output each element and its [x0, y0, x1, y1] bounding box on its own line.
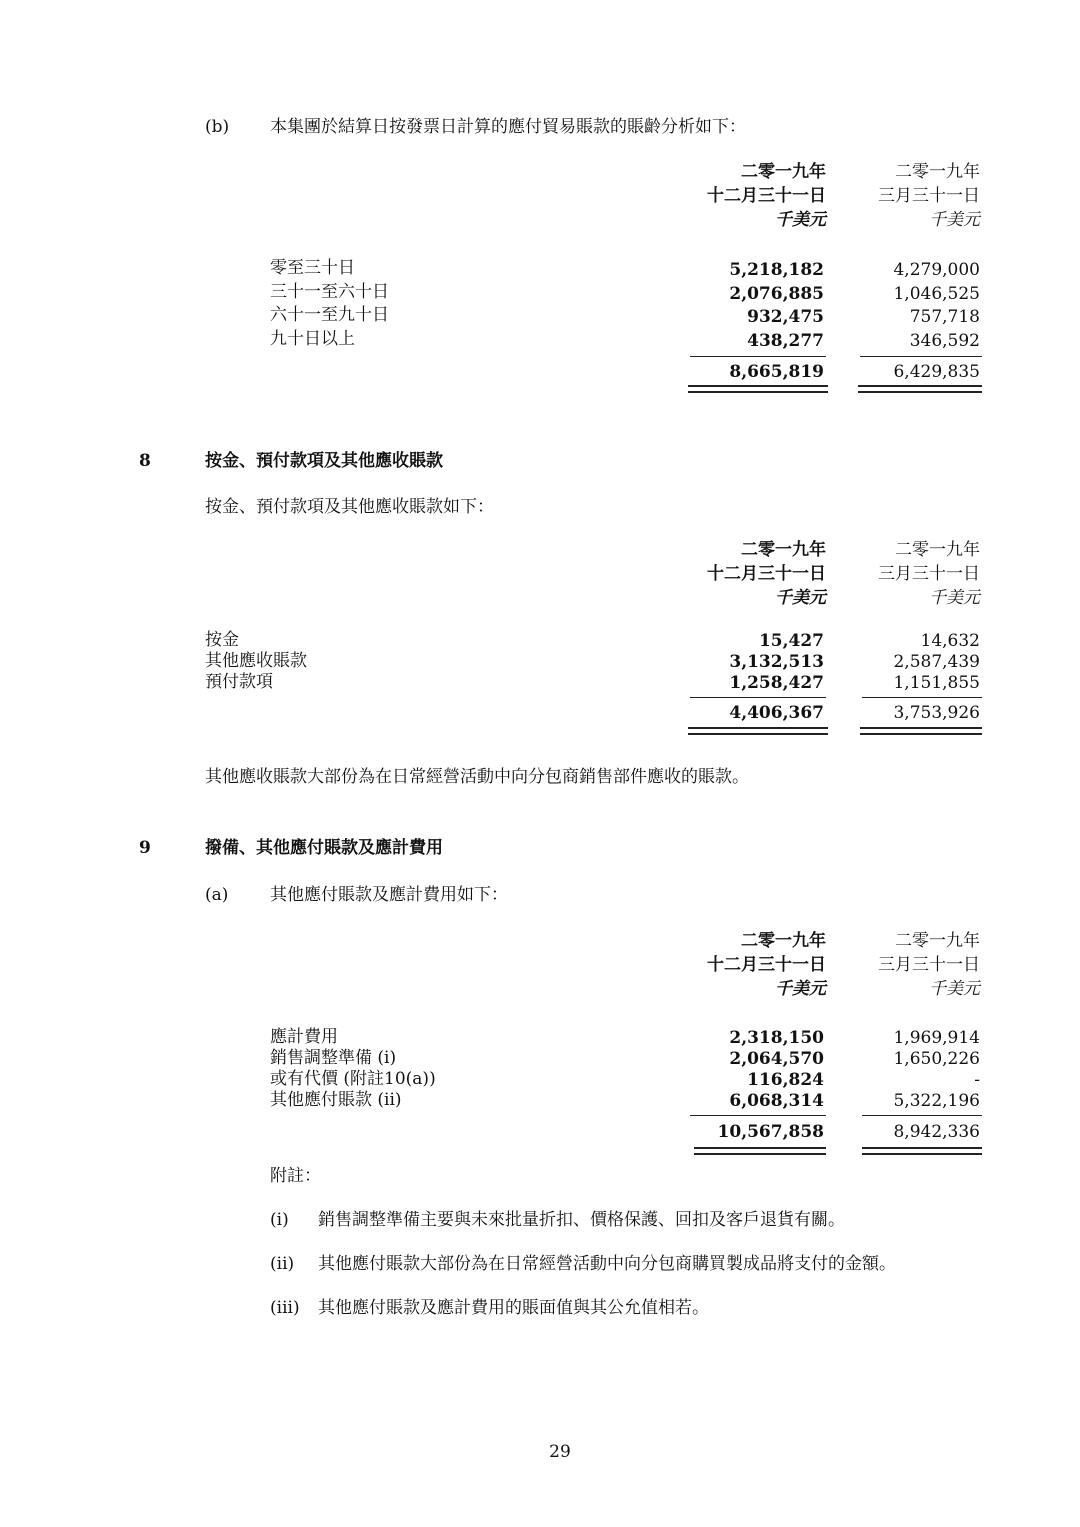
s9-row-v2: 5,322,196: [893, 1091, 980, 1111]
s9-subtotal-rule: [862, 1115, 982, 1116]
s9-row-label: 應計費用: [270, 1027, 338, 1047]
s9-subtotal-rule: [690, 1115, 826, 1116]
b-total-double-rule: [688, 385, 828, 393]
b-row-v2: 1,046,525: [893, 284, 980, 304]
b-row-v1: 2,076,885: [729, 284, 824, 304]
b-row-v2: 346,592: [909, 331, 980, 351]
s9-total-v2: 8,942,336: [893, 1122, 980, 1142]
b-total-v2: 6,429,835: [893, 362, 980, 382]
b-row-v2: 4,279,000: [893, 260, 980, 280]
s8-total-v2: 3,753,926: [893, 703, 980, 723]
b-row-v1: 5,218,182: [729, 260, 824, 280]
s8-col1-unit: 千美元: [775, 588, 826, 608]
s8-row-v2: 14,632: [920, 631, 980, 651]
s8-row-label: 預付款項: [205, 672, 273, 692]
s8-row-v1: 15,427: [758, 631, 824, 651]
s9-col2-year: 二零一九年: [895, 931, 980, 951]
b-row-v2: 757,718: [909, 307, 980, 327]
s8-subtotal-rule: [690, 697, 826, 698]
b-col1-year: 二零一九年: [741, 162, 826, 182]
s9-total-double-rule: [862, 1147, 982, 1155]
s9-note-marker: (iii): [270, 1298, 300, 1318]
section-9-number: 9: [139, 838, 151, 858]
s9-total-double-rule: [694, 1147, 826, 1155]
section-8-title: 按金、預付款項及其他應收賬款: [205, 451, 443, 471]
section-8-number: 8: [139, 451, 151, 471]
s9-row-v1: 2,064,570: [729, 1049, 824, 1069]
s8-row-v1: 3,132,513: [729, 652, 824, 672]
s9-col1-unit: 千美元: [775, 979, 826, 999]
s8-col1-year: 二零一九年: [741, 540, 826, 560]
s9-note-text: 其他應付賬款大部份為在日常經營活動中向分包商購買製成品將支付的金額。: [318, 1254, 896, 1274]
b-col1-unit: 千美元: [775, 210, 826, 230]
s8-row-v2: 2,587,439: [893, 652, 980, 672]
s9-col1-year: 二零一九年: [741, 931, 826, 951]
s9-row-v1: 6,068,314: [729, 1091, 824, 1111]
s9-note-marker: (ii): [270, 1254, 295, 1274]
s8-col2-date: 三月三十一日: [878, 564, 980, 584]
s8-row-v2: 1,151,855: [893, 673, 980, 693]
s9-total-v1: 10,567,858: [717, 1122, 824, 1142]
s9-col2-date: 三月三十一日: [878, 955, 980, 975]
section-9-intro: 其他應付賬款及應計費用如下：: [270, 885, 508, 905]
s9-note-text: 其他應付賬款及應計費用的賬面值與其公允值相若。: [318, 1298, 709, 1318]
b-col2-unit: 千美元: [929, 210, 980, 230]
s9-note-marker: (i): [270, 1210, 289, 1230]
s8-total-double-rule: [688, 727, 828, 735]
s8-total-v1: 4,406,367: [729, 703, 824, 723]
s9-row-v2: 1,969,914: [893, 1028, 980, 1048]
s8-total-double-rule: [860, 727, 982, 735]
b-col2-year: 二零一九年: [895, 162, 980, 182]
b-total-double-rule: [858, 385, 982, 393]
s8-row-v1: 1,258,427: [729, 673, 824, 693]
s9-row-v2: 1,650,226: [893, 1049, 980, 1069]
b-row-v1: 438,277: [747, 331, 824, 351]
b-col1-date: 十二月三十一日: [707, 186, 826, 206]
b-row-label: 九十日以上: [270, 329, 355, 349]
s8-row-label: 其他應收賬款: [205, 651, 307, 671]
b-row-label: 零至三十日: [270, 258, 355, 278]
s9-row-label: 或有代價 (附註10(a)): [270, 1069, 436, 1089]
s9-notes-heading: 附註：: [270, 1166, 321, 1186]
section-9-title: 撥備、其他應付賬款及應計費用: [205, 838, 443, 858]
section-b-label: (b): [205, 117, 230, 137]
section-8-note: 其他應收賬款大部份為在日常經營活動中向分包商銷售部件應收的賬款。: [205, 767, 749, 787]
s9-row-label: 銷售調整準備 (i): [270, 1048, 397, 1068]
b-row-label: 三十一至六十日: [270, 282, 389, 302]
s8-subtotal-rule: [862, 697, 982, 698]
section-b-intro: 本集團於結算日按發票日計算的應付貿易賬款的賬齡分析如下：: [270, 117, 746, 137]
b-subtotal-rule: [690, 356, 826, 357]
s8-col2-year: 二零一九年: [895, 540, 980, 560]
s9-col1-date: 十二月三十一日: [707, 955, 826, 975]
b-col2-date: 三月三十一日: [878, 186, 980, 206]
s8-col2-unit: 千美元: [929, 588, 980, 608]
s9-row-label: 其他應付賬款 (ii): [270, 1090, 402, 1110]
b-subtotal-rule: [860, 356, 982, 357]
section-8-intro: 按金、預付款項及其他應收賬款如下：: [205, 497, 494, 517]
page-number: 29: [549, 1442, 571, 1462]
s9-note-text: 銷售調整準備主要與未來批量折扣、價格保護、回扣及客戶退貨有關。: [318, 1210, 845, 1230]
b-row-label: 六十一至九十日: [270, 305, 389, 325]
s8-row-label: 按金: [205, 630, 239, 650]
b-total-v1: 8,665,819: [729, 362, 824, 382]
s9-row-v2: -: [974, 1070, 980, 1090]
s9-row-v1: 116,824: [747, 1070, 824, 1090]
s9-col2-unit: 千美元: [929, 979, 980, 999]
s9-row-v1: 2,318,150: [729, 1028, 824, 1048]
b-row-v1: 932,475: [747, 307, 824, 327]
s8-col1-date: 十二月三十一日: [707, 564, 826, 584]
section-9-label: (a): [205, 885, 229, 905]
